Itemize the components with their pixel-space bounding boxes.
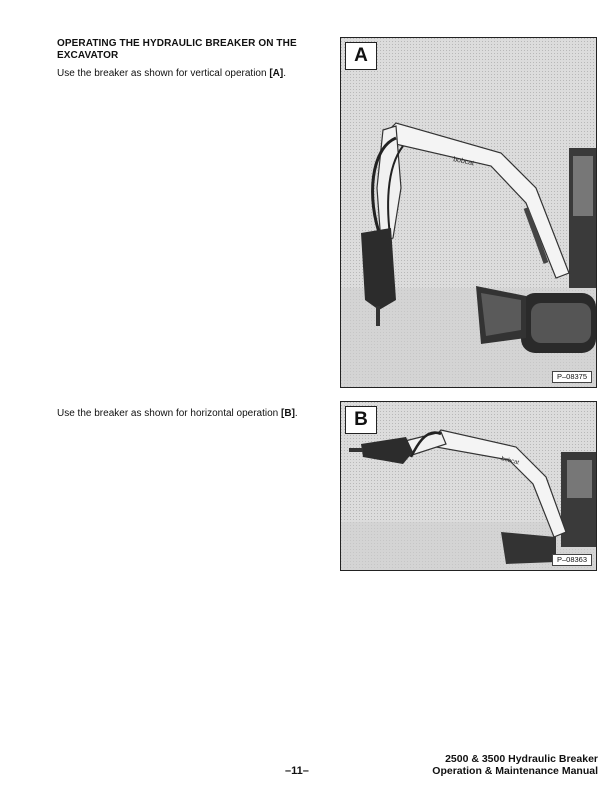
manual-title	[432, 753, 598, 777]
bobcat-decal: bobcat	[452, 156, 475, 168]
vertical-operation-text	[57, 68, 286, 80]
figure-b-label: B	[345, 406, 377, 434]
manual-title-line-1: 2500 & 3500 Hydraulic Breaker	[445, 753, 598, 765]
vertical-operation-sentence: Use the breaker as shown for vertical operation	[57, 68, 270, 79]
bobcat-decal: bobcat	[500, 456, 520, 467]
figure-b-code: P–08363	[552, 554, 592, 566]
horizontal-operation-sentence: Use the breaker as shown for horizontal operation	[57, 408, 282, 419]
sentence-period: .	[283, 68, 287, 79]
figure-a-vertical-breaker	[340, 37, 597, 388]
figure-a-code: P–08375	[552, 371, 592, 383]
horizontal-operation-text	[57, 408, 298, 420]
page-number: –11–	[285, 765, 309, 777]
figure-b-horizontal-breaker	[340, 401, 597, 571]
figure-b-reference: [B]	[281, 408, 295, 419]
excavator-vertical-illustration	[341, 38, 596, 387]
figure-a-reference: [A]	[269, 68, 284, 79]
figure-a-label: A	[345, 42, 377, 70]
section-heading: OPERATING THE HYDRAULIC BREAKER ON THE EXCAVATOR	[57, 38, 297, 61]
manual-title-line-2: Operation & Maintenance Manual	[432, 765, 598, 777]
sentence-period: .	[294, 408, 298, 419]
excavator-horizontal-illustration	[341, 402, 596, 570]
